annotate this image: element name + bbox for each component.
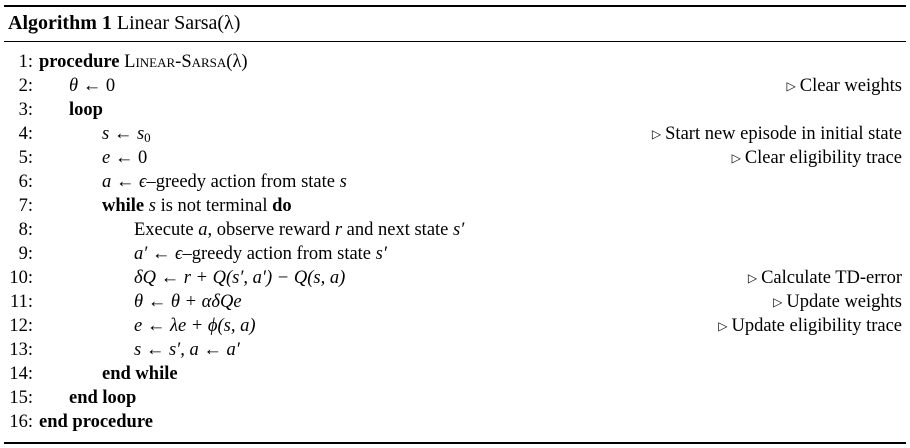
code-text: , observe reward [207,220,335,240]
math: a [198,220,208,240]
comment-text: Calculate TD-error [761,268,902,288]
caption-rule [4,41,906,42]
subscript: 0 [144,130,151,145]
algorithm-line [0,50,910,74]
code-text: ← 0 [110,148,148,168]
code-text: –greedy action from state [146,172,340,192]
algorithm-line [0,170,910,194]
line-number: 13: [9,340,33,360]
line-code [134,290,242,314]
code-text: –greedy action from state [182,244,376,264]
line-code [134,266,345,290]
math: ϵ [175,244,183,264]
comment-text: Update weights [786,292,902,312]
line-code [39,410,153,434]
line-number: 16: [9,412,33,432]
math: θ ← θ + αδQe [134,292,242,312]
procedure-argument: (λ) [226,52,248,72]
algorithm-line [0,122,910,146]
line-code [102,194,292,218]
line-comment [773,290,902,314]
procedure-name: Linear-Sarsa [124,52,227,72]
line-number: 8: [18,220,33,240]
line-number: 2: [18,76,33,96]
math: δQ ← r + Q(s′, a′) − Q(s, a) [134,268,346,288]
comment-triangle-icon: ▷ [773,295,783,309]
comment-triangle-icon: ▷ [786,79,796,93]
algorithm-line [0,386,910,410]
comment-text: Clear eligibility trace [744,148,902,168]
algorithm-line [0,98,910,122]
math: s′ [375,244,387,264]
line-code [102,362,178,386]
math: e ← λe + ϕ(s, a) [134,316,256,336]
math: ϵ [139,172,147,192]
line-code [69,386,136,410]
algorithm-label: Algorithm 1 [8,12,112,34]
math: s [102,124,110,144]
algorithm-line [0,146,910,170]
code-text: ← [147,244,176,264]
line-code [134,338,240,362]
code-text: Execute [134,220,199,240]
line-number: 5: [18,148,33,168]
comment-triangle-icon: ▷ [731,151,741,165]
top-rule [4,5,906,7]
line-code [39,50,248,74]
comment-triangle-icon: ▷ [651,127,662,141]
line-code [102,170,347,194]
line-code [134,242,387,266]
math: a′ [134,244,148,264]
line-number: 11: [10,292,33,312]
math: s [136,124,145,144]
algorithm-line [0,314,910,338]
keyword: loop [69,100,103,120]
line-comment [732,146,902,170]
code-text: ← [111,172,139,192]
math: s [148,196,156,216]
comment-text: Update eligibility trace [731,316,902,336]
line-code [134,218,464,242]
keyword: do [272,196,292,216]
comment-text: Clear weights [799,76,902,96]
comment-triangle-icon: ▷ [718,319,728,333]
line-comment [748,266,902,290]
algorithm-line [0,218,910,242]
algorithm-title: Linear Sarsa(λ) [116,12,241,34]
algorithm-line [0,74,910,98]
algorithm-line [0,266,910,290]
code-text: and next state [342,220,454,240]
math: s′ [453,220,465,240]
line-comment [652,122,902,146]
algorithm-line [0,242,910,266]
algorithm-line [0,290,910,314]
line-number: 4: [18,124,33,144]
algorithm-line [0,338,910,362]
line-number: 1: [18,52,33,72]
math: e [102,148,111,168]
line-code [102,146,147,170]
math: a [102,172,112,192]
code-text: ← [109,124,137,144]
math: θ [69,76,79,96]
keyword: end while [102,364,178,384]
keyword: end procedure [39,412,153,432]
code-text: is not terminal [155,196,273,216]
line-number: 7: [18,196,33,216]
keyword: while [102,196,145,216]
algorithm-line [0,194,910,218]
algorithm-line [0,410,910,434]
line-number: 3: [18,100,33,120]
line-comment [718,314,902,338]
line-code [134,314,256,338]
line-number: 9: [18,244,33,264]
keyword: end loop [69,388,137,408]
line-number: 12: [9,316,33,336]
algorithm-body [0,50,910,434]
line-code [69,98,103,122]
keyword: procedure [39,52,120,72]
comment-text: Start new episode in initial state [665,124,902,144]
comment-triangle-icon: ▷ [747,271,758,285]
line-code [69,74,115,98]
bottom-rule [4,442,906,444]
algorithm-line [0,362,910,386]
line-number: 15: [9,388,33,408]
line-number: 6: [18,172,33,192]
line-comment [787,74,902,98]
code-text: ← 0 [78,76,116,96]
line-number: 14: [9,364,33,384]
math: r [334,220,343,240]
math: s ← s′, a ← a′ [134,340,240,360]
line-number: 10: [9,268,33,288]
algorithm-caption [8,8,240,41]
math: s [339,172,347,192]
